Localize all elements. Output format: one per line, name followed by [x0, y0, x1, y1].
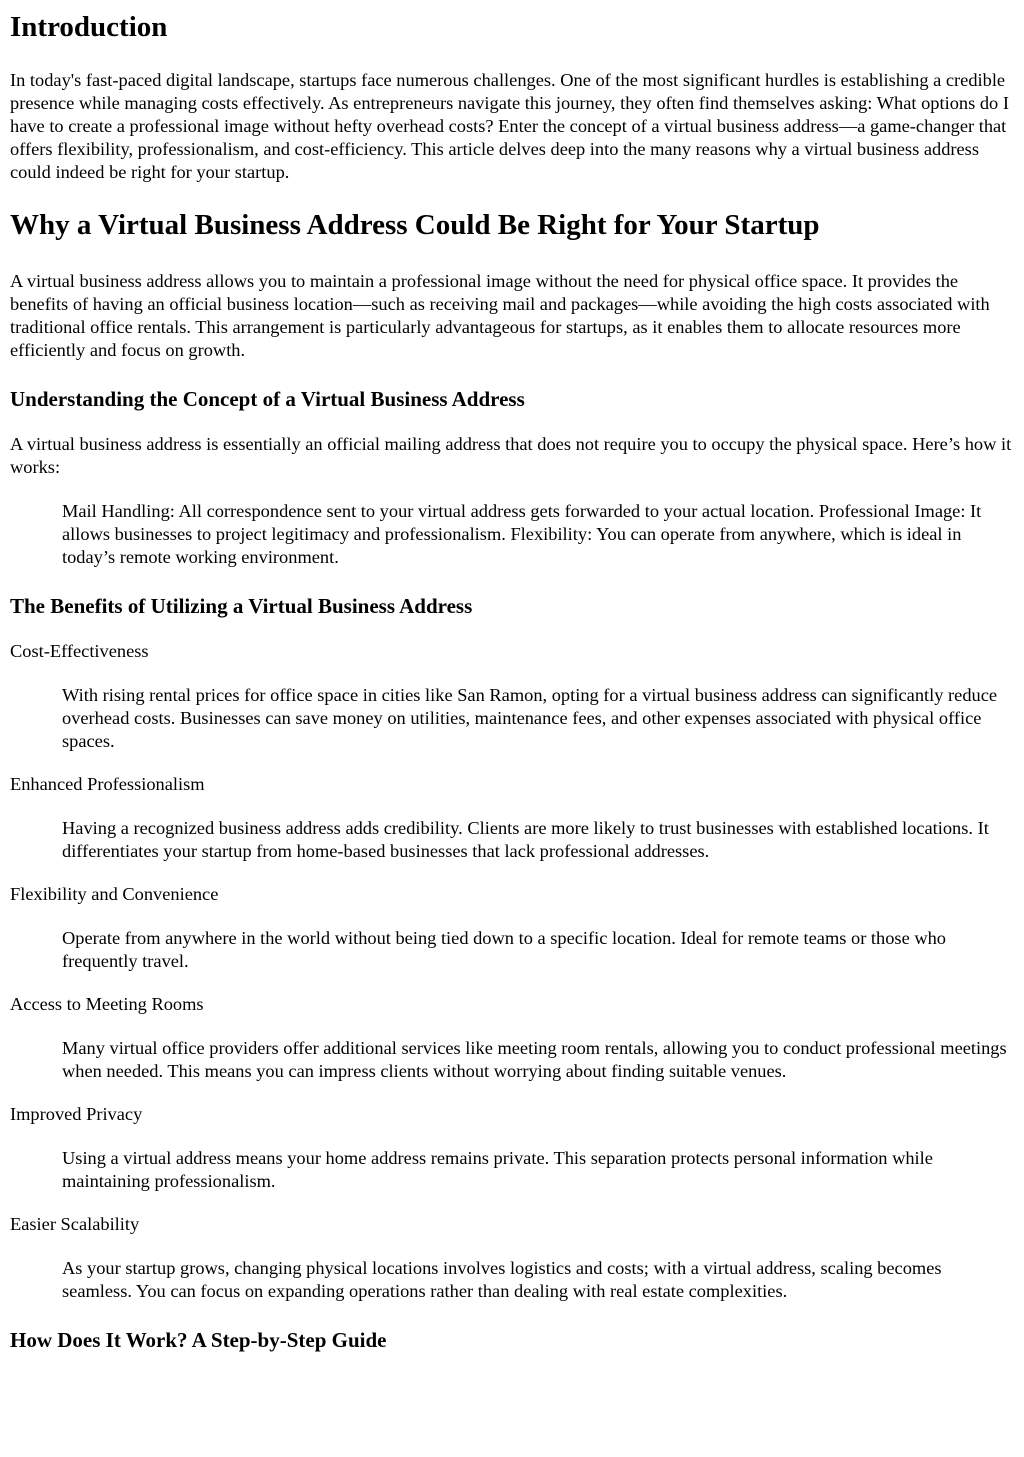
- main-heading: Why a Virtual Business Address Could Be Right for Your Startup: [10, 209, 820, 241]
- benefit-text-flexibility: Operate from anywhere in the world without being tied down to a specific location. Ideal for remote teams or those who frequently travel.: [62, 928, 947, 971]
- benefit-title-meeting-rooms: Access to Meeting Rooms: [10, 994, 204, 1014]
- intro-heading: Introduction: [10, 11, 168, 43]
- article: [0, 11, 1024, 1352]
- benefit-title-scalability: Easier Scalability: [10, 1214, 140, 1234]
- concept-quote: Mail Handling: All correspondence sent to your virtual address gets forwarded to your actual location. Professional Image: It allows businesses to project legitimacy and professionalism. Flexibility: You can operate from anywhere, which is ideal in today’s remote working environment.: [62, 501, 982, 567]
- guide-heading: How Does It Work? A Step-by-Step Guide: [10, 1328, 387, 1352]
- main-paragraph: A virtual business address allows you to maintain a professional image without the need for physical office space. It provides the benefits of having an official business location—such as receiving mail and packages—while avoiding the high costs associated with traditional office rentals. This arrangement is particularly advantageous for startups, as it enables them to allocate resources more efficiently and focus on growth.: [10, 271, 990, 360]
- benefit-text-scalability: As your startup grows, changing physical locations involves logistics and costs; with a virtual address, scaling becomes seamless. You can focus on expanding operations rather than dealing with real estate complexities.: [62, 1258, 942, 1301]
- intro-paragraph: In today's fast-paced digital landscape, startups face numerous challenges. One of the most significant hurdles is establishing a credible presence while managing costs effectively. As entrepreneurs navigate this journey, they often find themselves asking: What options do I have to create a professional image without hefty overhead costs? Enter the concept of a virtual business address—a game-changer that offers flexibility, professionalism, and cost-efficiency. This article delves deep into the many reasons why a virtual business address could indeed be right for your startup.: [10, 70, 1009, 182]
- benefit-title-flexibility: Flexibility and Convenience: [10, 884, 219, 904]
- benefit-text-meeting-rooms: Many virtual office providers offer additional services like meeting room rentals, allowing you to conduct professional meetings when needed. This means you can impress clients without worrying about finding suitable venues.: [62, 1038, 1007, 1081]
- benefit-title-cost: Cost-Effectiveness: [10, 641, 149, 661]
- benefit-text-cost: With rising rental prices for office space in cities like San Ramon, opting for a virtual business address can significantly reduce overhead costs. Businesses can save money on utilities, maintenance fees, and other expenses associated with physical office spaces.: [62, 685, 998, 751]
- benefit-text-privacy: Using a virtual address means your home address remains private. This separation protects personal information while maintaining professionalism.: [62, 1148, 933, 1191]
- benefit-title-privacy: Improved Privacy: [10, 1104, 143, 1124]
- concept-heading: Understanding the Concept of a Virtual Business Address: [10, 387, 525, 411]
- benefit-text-professionalism: Having a recognized business address adds credibility. Clients are more likely to trust businesses with established locations. It differentiates your startup from home-based businesses that lack professional addresses.: [62, 818, 989, 861]
- concept-paragraph: A virtual business address is essentially an official mailing address that does not require you to occupy the physical space. Here’s how it works:: [10, 434, 1012, 477]
- benefit-title-professionalism: Enhanced Professionalism: [10, 774, 205, 794]
- benefits-heading: The Benefits of Utilizing a Virtual Business Address: [10, 594, 473, 618]
